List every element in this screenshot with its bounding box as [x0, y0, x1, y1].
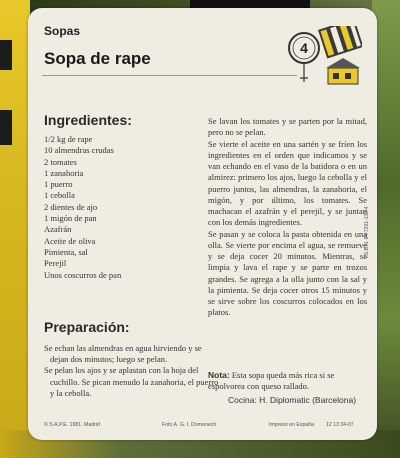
list-item: 1/2 kg de rape: [44, 134, 93, 144]
recipe-title: Sopa de rape: [44, 49, 151, 68]
note-label: Nota:: [208, 370, 230, 380]
recipe-card: [28, 8, 377, 440]
note: [208, 370, 368, 392]
footer-printed: Impreso en España: [269, 422, 314, 428]
instructions-paragraph: Se pasan y se coloca la pasta obtenida en una olla. Se vierte por encima el agua, se remueve y se deja cocer 20 minutos. Mientras, se limpia y lava el rape y se parte en trozos grandes. Se agrega a la olla junto con la sal y la pimienta. Se deja cocer otros 15 minutos y se sirve sobre los coscurros colocados en los platos.: [208, 228, 367, 318]
card-number: 4: [300, 40, 308, 56]
list-item: 1 migón de pan: [44, 213, 97, 224]
ingredients-list: [44, 134, 214, 281]
footer-copyright: © S.A.P.E. 1981. Madrid: [44, 422, 100, 428]
footer-photo: Foto A. G. I. Domenech: [162, 422, 217, 428]
list-item: Pimienta, sal: [44, 246, 88, 257]
list-item: 10 almendras crudas: [44, 145, 114, 156]
category-label: Sopas: [44, 24, 81, 38]
preparation-text: [44, 343, 219, 399]
title-divider: [42, 75, 297, 76]
list-item: 1 cebolla: [44, 190, 75, 201]
list-item: Aceite de oliva: [44, 235, 96, 246]
background-bar: [0, 40, 12, 70]
background-left: [0, 0, 30, 458]
isbn-code: I.S.B.N. 84-7291-133-4: [364, 206, 370, 258]
list-item: 2 dientes de ajo: [44, 201, 98, 212]
list-item: Azafrán: [44, 224, 72, 235]
background-bar: [0, 110, 12, 145]
preparation-paragraph: Se echan las almendras en agua hirviendo y se dejan dos minutos; luego se pelan.: [44, 343, 202, 365]
instructions-paragraph: Se lavan los tomates y se parten por la mitad, pero no se pelan.: [208, 116, 367, 138]
ingredients-heading: Ingredientes:: [44, 112, 132, 128]
list-item: Perejil: [44, 258, 67, 269]
list-item: 1 zanahoria: [44, 167, 84, 178]
preparation-heading: Preparación:: [44, 319, 130, 335]
footer-code: 12 13 34-07: [326, 422, 354, 428]
note-text: Esta sopa queda más rica si se espolvorea con queso rallado.: [208, 370, 335, 392]
instructions-column: [208, 116, 367, 319]
kitchen-credit: Cocina: H. Diplomatic (Barcelona): [228, 395, 357, 405]
preparation-paragraph: Se pelan los ajos y se aplastan con la hoja del cuchillo. Se pican menudo la zanahoria, el puerro y la cebolla.: [44, 365, 219, 398]
list-item: 1 puerro: [44, 179, 73, 190]
instructions-paragraph: Se vierte el aceite en una sartén y se fríen los ingredientes en el orden que indicamos y se van echando en el vaso de la batidora o en un almirez: primero los ajos, luego la cebolla y el puerro juntos, las almendras, la zanahoria, el migón, y por último, los tomates. Se machacan el azafrán y el perejil, y se juntan con los demás ingredientes.: [208, 138, 367, 228]
list-item: 2 tomates: [44, 156, 77, 167]
recipe-card-logo-icon: [282, 26, 362, 88]
list-item: Unos coscurros de pan: [44, 269, 122, 280]
